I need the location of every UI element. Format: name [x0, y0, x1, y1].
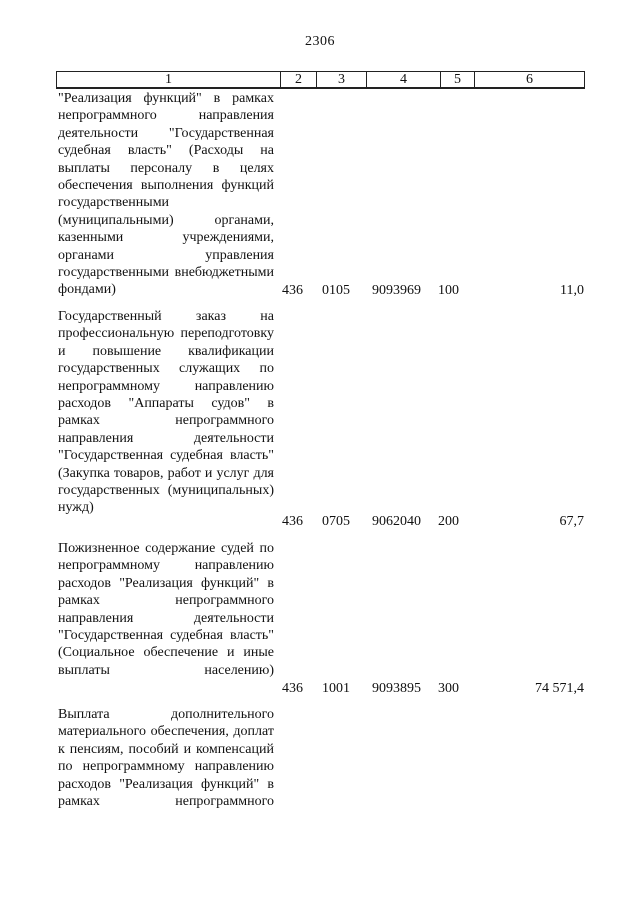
expense-kind-code: 100 [438, 282, 459, 298]
ministry-code: 436 [282, 513, 303, 529]
amount-value: 11,0 [560, 282, 584, 298]
table-header [56, 71, 585, 89]
row-description: "Реализация функций" в рамках непрограммного направления деятельности "Государственная судебная власть" (Расходы на выплаты персоналу в целях обеспечения выполнения функций государственными (муниципальными) органами, казенными учреждениями, органами управления государственными внебюджетными фондами) [58, 91, 274, 298]
column-header-5: 5 [441, 72, 475, 89]
page-number: 2306 [305, 34, 335, 49]
section-code: 0705 [322, 513, 350, 529]
target-code: 9062040 [372, 513, 421, 529]
section-code: 1001 [322, 680, 350, 696]
amount-value: 74 571,4 [535, 680, 584, 696]
row-description: Выплата дополнительного материального обеспечения, доплат к пенсиям, пособий и компенсаций по непрограммному направлению расходов "Реализация функций" в рамках непрограммного [58, 707, 274, 810]
target-code: 9093969 [372, 282, 421, 298]
row-description: Пожизненное содержание судей по непрограммному направлению расходов "Реализация функций" в рамках непрограммного направления деятельности "Государственная судебная власть" (Социальное обеспечение и иные выплаты населению) [58, 541, 274, 678]
column-header-6: 6 [475, 72, 585, 89]
column-header-2: 2 [281, 72, 317, 89]
column-header-4: 4 [367, 72, 441, 89]
ministry-code: 436 [282, 680, 303, 696]
expense-kind-code: 300 [438, 680, 459, 696]
table-row [58, 540, 586, 697]
ministry-code: 436 [282, 282, 303, 298]
table-row [58, 308, 586, 530]
table-row [58, 706, 586, 828]
section-code: 0105 [322, 282, 350, 298]
row-codes [58, 282, 586, 299]
expense-kind-code: 200 [438, 513, 459, 529]
column-header-1: 1 [57, 72, 281, 89]
row-codes [58, 680, 586, 697]
amount-value: 67,7 [559, 513, 584, 529]
row-codes [58, 513, 586, 530]
table-row [58, 90, 586, 299]
row-description: Государственный заказ на профессиональную переподготовку и повышение квалификации государственных служащих по непрограммному направлению расходов "Аппараты судов" в рамках непрограммного направления деятельности "Государственная судебная власть" (Закупка товаров, работ и услуг для государственных (муниципальных) нужд) [58, 309, 274, 516]
column-header-3: 3 [317, 72, 367, 89]
target-code: 9093895 [372, 680, 421, 696]
